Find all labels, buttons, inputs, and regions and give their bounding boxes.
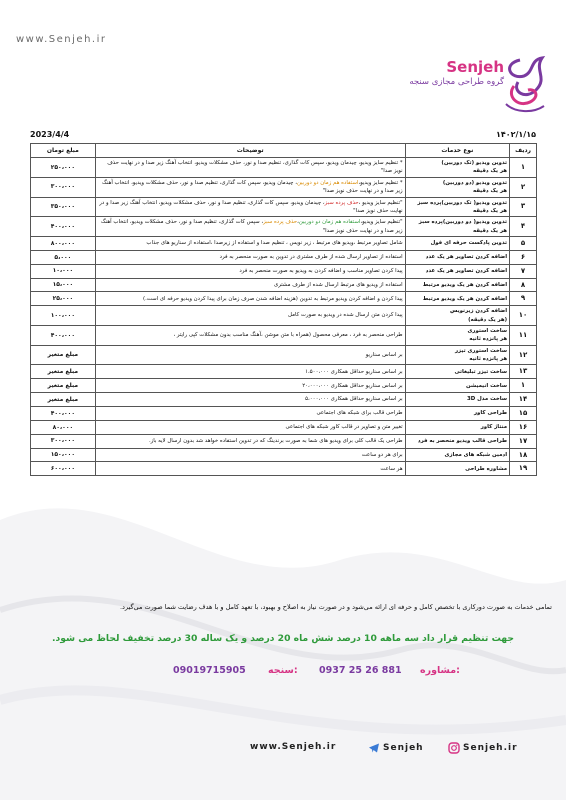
row-description xyxy=(95,462,405,476)
row-description xyxy=(95,177,405,197)
service-name: ساخت استوری xyxy=(467,327,508,334)
service-name: تدوین ویدیو (تک دوربین) xyxy=(441,160,508,166)
table-row xyxy=(31,292,537,306)
row-description xyxy=(95,420,405,434)
table-row xyxy=(31,379,537,393)
row-index: ۱ xyxy=(510,158,537,178)
terms-note: تمامی خدمات به صورت دورکاری با تخصص کامل و حرفه ای ارائه می‌شود و در صورت نیاز به اصلاح و بهبود، با تعهد کامل و با هدف رضایت شما صورت می‌گیرد. xyxy=(119,603,552,611)
row-price: مبلغ متغیر xyxy=(31,379,96,393)
service-unit: هر پانزده ثانیه xyxy=(469,356,508,363)
row-description xyxy=(95,278,405,292)
row-index: ۱۵ xyxy=(510,407,537,421)
table-row xyxy=(31,365,537,379)
table-header-row xyxy=(31,144,537,158)
table-row xyxy=(31,264,537,278)
footer-instagram[interactable] xyxy=(448,742,518,754)
brand-subtitle: گروه طراحی مجازی سنجه xyxy=(409,77,504,87)
row-description xyxy=(95,292,405,306)
service-unit: هر پانزده ثانیه xyxy=(469,336,508,343)
row-index: ۱۲ xyxy=(510,345,537,365)
service-name: ساخت استوری تیزر xyxy=(454,347,508,354)
description-text: "تنظیم سایز ویدیو، xyxy=(360,219,403,226)
table-row xyxy=(31,393,537,407)
row-description xyxy=(95,306,405,326)
row-index: ۱۰ xyxy=(510,306,537,326)
row-index: ۶ xyxy=(510,250,537,264)
description-text: * تنظیم سایز ویدیو، چیدمان ویدیو، سپس کات گذاری، تنظیم صدا و نور، حذف مشکلات ویدیو، انتخاب آهنگ زیر صدا و در نهایت حذف نویز صدا" xyxy=(107,160,403,175)
row-service xyxy=(405,462,509,476)
table-row xyxy=(31,250,537,264)
service-unit: هر یک دقیقه xyxy=(473,207,508,214)
instagram-icon xyxy=(448,742,460,754)
description-text: "تنظیم سایز ویدیو ، xyxy=(358,199,403,206)
service-name: طراحی قالب ویدیو منحصر به فرد xyxy=(417,437,508,444)
header-price: مبلغ تومان xyxy=(31,144,96,158)
description-text: ، xyxy=(297,219,299,226)
service-name: منتاژ کاور xyxy=(480,424,508,431)
brand-block xyxy=(409,58,504,87)
service-name: ساخت تیزر تبلیغاتی xyxy=(454,368,508,375)
row-index: ۷ xyxy=(510,264,537,278)
sanjeh-phone[interactable]: 09019715905 xyxy=(173,665,246,676)
date-gregorian: 2023/4/4 xyxy=(30,130,70,139)
telegram-label: Senjeh xyxy=(383,743,424,753)
description-text: برای هر دو ساعت xyxy=(361,451,403,458)
row-price: مبلغ متغیر xyxy=(31,393,96,407)
header-service: نوع خدمات xyxy=(405,144,509,158)
row-index: ۴ xyxy=(510,217,537,237)
row-index: ۱۶ xyxy=(510,420,537,434)
row-service xyxy=(405,237,509,251)
row-description xyxy=(95,379,405,393)
service-name: تدوین پادکست حرفه ای فول xyxy=(430,240,508,247)
row-price: ۲۵،۰۰۰ xyxy=(31,292,96,306)
row-service xyxy=(405,217,509,237)
row-description xyxy=(95,237,405,251)
row-description xyxy=(95,217,405,237)
description-text: طراحی منحصر به فرد ، معرفی محصول (همراه با متن موشن ،آهنگ مناسب بدون مشکلات کپی رایتر ، xyxy=(173,332,403,339)
row-service xyxy=(405,345,509,365)
description-text: استفاده از ویدیو های مرتبط ارسال شده از طرف مشتری xyxy=(273,281,403,288)
row-index: ۱۷ xyxy=(510,434,537,448)
table-row xyxy=(31,407,537,421)
footer-telegram[interactable] xyxy=(368,742,424,754)
description-text: تغییر متن و تصاویر در قالب کاور شبکه های اجتماعی xyxy=(285,424,403,431)
table-row xyxy=(31,217,537,237)
instagram-label: Senjeh.ir xyxy=(463,743,518,753)
description-text: * تنظیم سایز ویدیو، xyxy=(358,179,403,186)
row-price: ۵،۰۰۰ xyxy=(31,250,96,264)
description-text: شامل تصاویر مرتبط ،ویدیو های مرتبط ، زیر نویس ، تنظیم صدا و استفاده از زیرصدا ،استفاده از سناریو های جذاب xyxy=(146,240,403,247)
sanjeh-label: سنجه: xyxy=(268,665,298,676)
service-name: ادمین شبکه های مجازی xyxy=(444,451,508,458)
description-text: پیدا کردن و اضافه کردن ویدیو مرتبط به تدوین (هزینه اضافه شدن صرف زمان برای پیدا کردن ویدیو حرفه ای است.) xyxy=(142,295,403,302)
description-highlight: حذف پرده سبز xyxy=(324,199,359,206)
service-name: اضافه کردن هر یک ویدیو مرتبط xyxy=(422,281,508,288)
description-highlight: استفاده هم زمان دو دوربین xyxy=(296,179,359,186)
description-text: پیدا کردن تصاویر مناسب و اضافه کردن به ویدیو به صورت منحصر به فرد xyxy=(239,267,403,274)
table-row xyxy=(31,197,537,217)
row-service xyxy=(405,306,509,326)
row-price: ۳۰۰،۰۰۰ xyxy=(31,434,96,448)
description-text: بر اساس سناریو حداقل همکاری ۵،۰۰۰،۰۰۰ xyxy=(305,396,403,403)
service-name: تدوین ویدیو( تک دوربین)پرده سبز xyxy=(417,199,508,206)
row-index: ۸ xyxy=(510,278,537,292)
row-service xyxy=(405,158,509,178)
row-price: ۴۰۰،۰۰۰ xyxy=(31,217,96,237)
description-highlight: استفاده هم زمان دو دوربین xyxy=(298,219,361,226)
service-name: اضافه کردن تصاویر هر یک عدد xyxy=(425,254,508,261)
service-unit: (هر یک دقیقه) xyxy=(468,316,508,323)
service-unit: هر یک دقیقه xyxy=(473,227,508,234)
row-price: ۴۰۰،۰۰۰ xyxy=(31,325,96,345)
contact-row xyxy=(30,665,536,679)
row-price: ۲۵۰،۰۰۰ xyxy=(31,158,96,178)
row-service xyxy=(405,407,509,421)
footer-website-link[interactable]: www.Senjeh.ir xyxy=(250,742,337,752)
row-description xyxy=(95,250,405,264)
row-index: ۱۸ xyxy=(510,448,537,462)
date-persian: ۱۴۰۲/۱/۱۵ xyxy=(495,130,536,139)
table-row xyxy=(31,158,537,178)
row-price: مبلغ متغیر xyxy=(31,365,96,379)
row-price: ۱۵،۰۰۰ xyxy=(31,278,96,292)
row-index: ۱۳ xyxy=(510,365,537,379)
date-row xyxy=(30,130,536,142)
row-description xyxy=(95,345,405,365)
header-index: ردیف xyxy=(510,144,537,158)
service-name: اضافه کردن هر یک ویدیو مرتبط xyxy=(422,295,508,302)
row-price: مبلغ متغیر xyxy=(31,345,96,365)
consult-label: مشاوره: xyxy=(420,665,460,676)
row-description xyxy=(95,197,405,217)
table-row xyxy=(31,325,537,345)
row-service xyxy=(405,278,509,292)
row-index: ۱۹ xyxy=(510,462,537,476)
row-service xyxy=(405,197,509,217)
row-service xyxy=(405,325,509,345)
service-name: طراحی کاور xyxy=(473,410,508,417)
pricing-table xyxy=(30,143,537,476)
table-row xyxy=(31,177,537,197)
row-description xyxy=(95,325,405,345)
row-index: ۱ xyxy=(510,379,537,393)
row-description xyxy=(95,393,405,407)
row-description xyxy=(95,448,405,462)
row-index: ۲ xyxy=(510,177,537,197)
row-service xyxy=(405,448,509,462)
row-price: ۴۰۰،۰۰۰ xyxy=(31,407,96,421)
row-service xyxy=(405,420,509,434)
service-name: اضافه کردن تصاویر هر یک عدد xyxy=(425,267,508,274)
row-service xyxy=(405,177,509,197)
header-website: www.Senjeh.ir xyxy=(16,34,107,45)
description-text: استفاده از تصاویر ارسال شده از طرف مشتری در تدوین به صورت منحصر به فرد xyxy=(219,254,403,261)
description-text: ، چیدمان ویدیو، سپس کات گذاری، تنظیم صدا و نور، حذف مشکلات ویدیو، انتخاب آهنگ زیر صدا و در نهایت حذف نویز صدا" xyxy=(102,179,403,195)
service-name: تدوین ویدیو( دو دوربین)پرده سبز xyxy=(418,219,508,226)
row-service xyxy=(405,379,509,393)
row-service xyxy=(405,250,509,264)
table-row xyxy=(31,237,537,251)
telegram-icon xyxy=(368,742,380,754)
row-description xyxy=(95,365,405,379)
row-description xyxy=(95,407,405,421)
table-row xyxy=(31,462,537,476)
discount-note: جهت تنظیم قرار داد سه ماهه 10 درصد شش ماه 20 درصد و یک ساله 30 درصد تخفیف لحاظ می شود. xyxy=(52,633,514,644)
table-row xyxy=(31,448,537,462)
table-row xyxy=(31,278,537,292)
service-unit: هر یک دقیقه xyxy=(473,188,508,195)
description-text: بر اساس سناریو xyxy=(365,351,403,358)
header-description: توضیحات xyxy=(95,144,405,158)
description-text: هر ساعت xyxy=(380,465,403,472)
description-text: بر اساس سناریو حداقل همکاری ۲۰،۰۰۰،۰۰۰ xyxy=(302,382,403,389)
brand-name: Senjeh xyxy=(446,58,504,76)
table-row xyxy=(31,345,537,365)
service-name: تدوین ویدیو (دو دوربین) xyxy=(442,179,508,186)
table-row xyxy=(31,306,537,326)
description-highlight: حذف پرده سبز xyxy=(263,219,298,226)
description-text: طراحی یک قالب کلی برای ویدیو های شما به صورت برندینگ که در تدوین استفاده خواهد شد بدون ارسال لایه باز. xyxy=(148,437,403,444)
row-service xyxy=(405,292,509,306)
row-description xyxy=(95,434,405,448)
row-price: ۳۰۰،۰۰۰ xyxy=(31,177,96,197)
row-price: ۳۵۰،۰۰۰ xyxy=(31,197,96,217)
row-index: ۱۱ xyxy=(510,325,537,345)
service-name: اضافه کردن زیرنویس xyxy=(450,308,508,315)
row-service xyxy=(405,393,509,407)
service-unit: هر یک دقیقه xyxy=(473,168,508,175)
description-text: ، چیدمان ویدیو، سپس کات گذاری، تنظیم صدا و نور، حذف مشکلات ویدیو، انتخاب آهنگ زیر صدا و در نهایت حذف نویز صدا" xyxy=(99,199,403,214)
row-index: ۱۴ xyxy=(510,393,537,407)
row-index: ۵ xyxy=(510,237,537,251)
service-name: ساخت انیمیشن xyxy=(466,382,508,389)
description-text: بر اساس سناریو حداقل همکاری ۱،۵۰۰،۰۰۰ xyxy=(305,368,403,375)
row-index: ۳ xyxy=(510,197,537,217)
row-service xyxy=(405,365,509,379)
row-price: ۱۵۰،۰۰۰ xyxy=(31,448,96,462)
row-description xyxy=(95,158,405,178)
row-service xyxy=(405,264,509,278)
consult-phone[interactable]: 0937 25 26 881 xyxy=(319,665,402,676)
row-price: ۸۰،۰۰۰ xyxy=(31,420,96,434)
row-index: ۹ xyxy=(510,292,537,306)
service-name: مشاوره طراحی xyxy=(465,465,508,472)
row-description xyxy=(95,264,405,278)
row-service xyxy=(405,434,509,448)
description-text: ، سپس کات گذاری، تنظیم صدا و نور، حذف مشکلات ویدیو، انتخاب آهنگ زیر صدا و در نهایت حذف نویز صدا" xyxy=(100,219,403,234)
row-price: ۱۰۰،۰۰۰ xyxy=(31,306,96,326)
table-row xyxy=(31,434,537,448)
description-text: پیدا کردن متن ارسال شده در ویدیو به صورت کامل xyxy=(288,312,403,319)
service-name: ساخت مدل 3D xyxy=(467,396,508,403)
row-price: ۱۰،۰۰۰ xyxy=(31,264,96,278)
table-row xyxy=(31,420,537,434)
row-price: ۸۰۰،۰۰۰ xyxy=(31,237,96,251)
description-text: طراحی قالب برای شبکه های اجتماعی xyxy=(316,410,403,417)
row-price: ۶۰۰،۰۰۰ xyxy=(31,462,96,476)
